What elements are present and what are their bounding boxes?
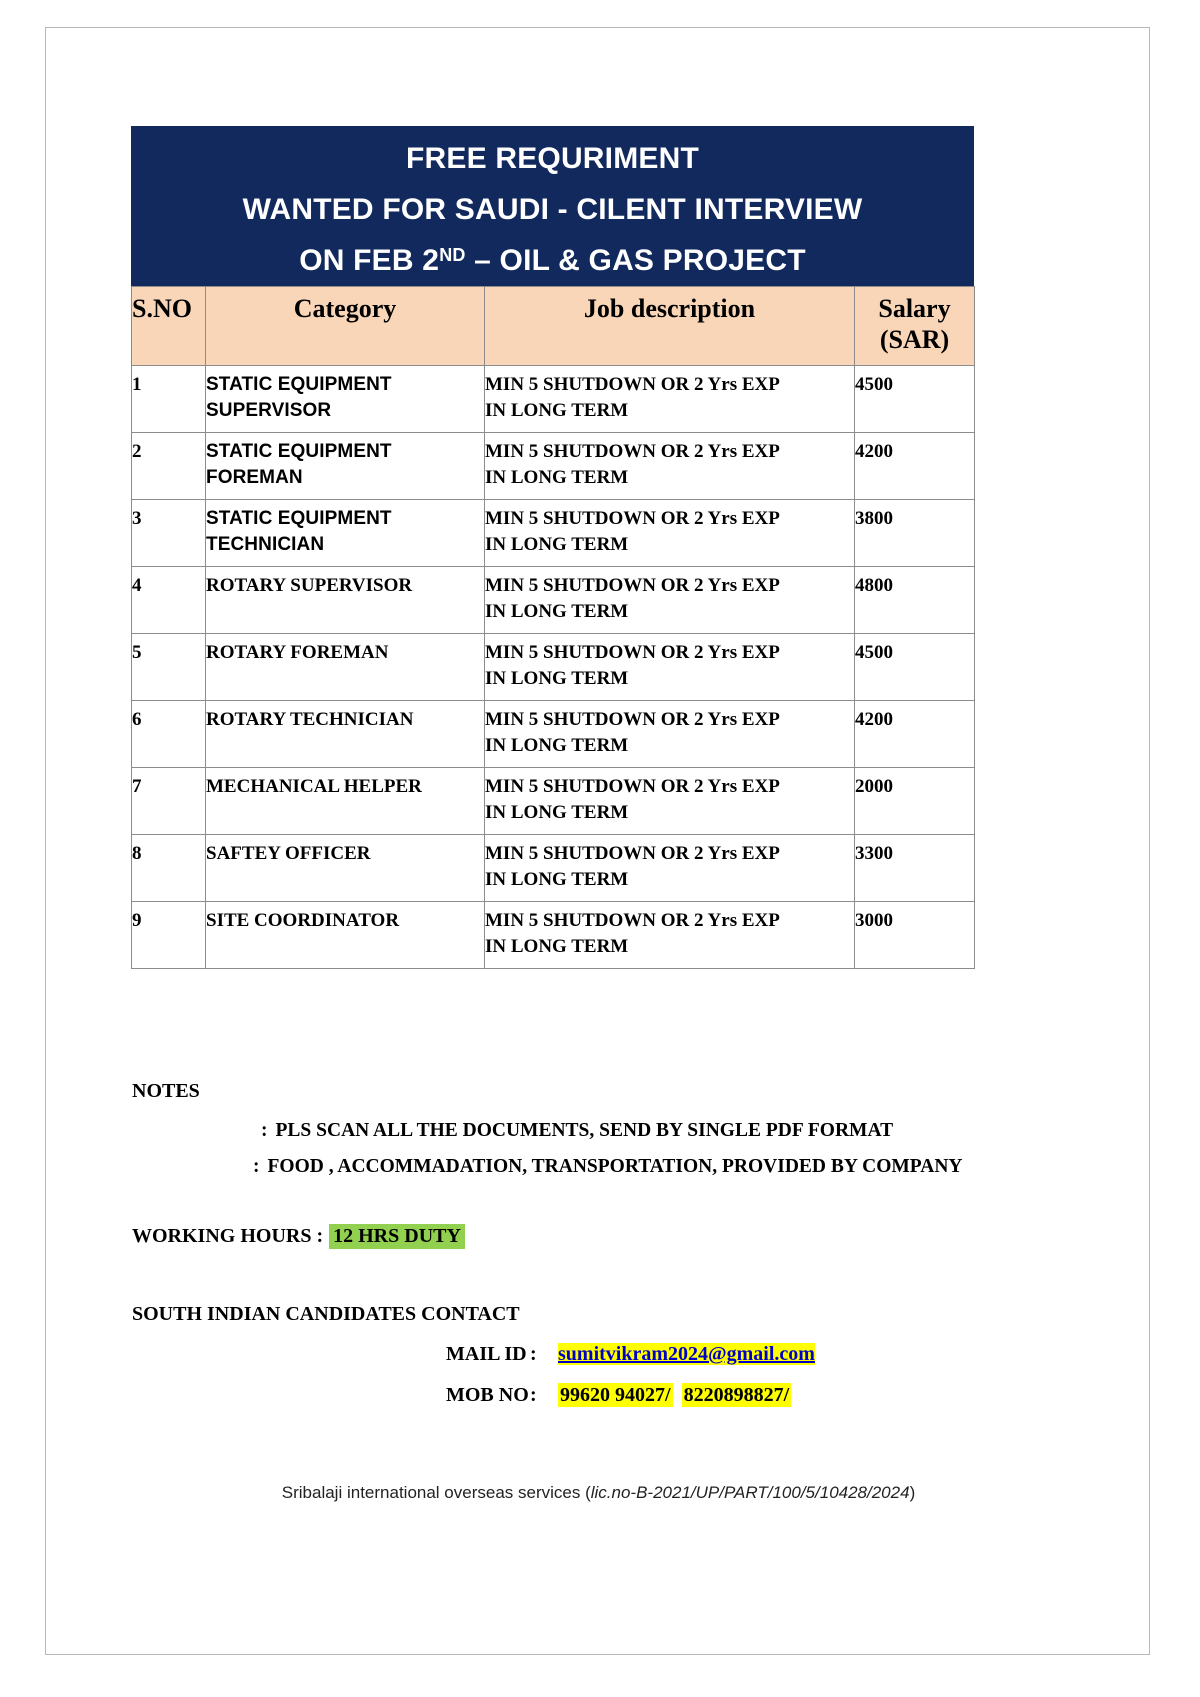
cell-job-line1: MIN 5 SHUTDOWN OR 2 Yrs EXP [485, 910, 780, 931]
note-text: FOOD , ACCOMMADATION, TRANSPORTATION, PROVIDED BY COMPANY [267, 1156, 963, 1177]
cell-category-line2: FOREMAN [206, 467, 303, 488]
banner-ordinal-suffix: ND [439, 245, 466, 265]
cell-category-line1: SAFTEY OFFICER [206, 843, 371, 864]
mob-no-colon: : [530, 1384, 537, 1406]
phone-number-secondary[interactable]: 8220898827/ [683, 1384, 790, 1406]
cell-sno: 5 [132, 634, 206, 701]
note-item [253, 1156, 963, 1178]
cell-job-line2: IN LONG TERM [485, 869, 629, 890]
banner-line-3 [131, 235, 974, 286]
mail-id-colon: : [530, 1343, 537, 1365]
cell-category-line1: ROTARY TECHNICIAN [206, 709, 414, 730]
table-row [132, 567, 975, 634]
cell-job-line1: MIN 5 SHUTDOWN OR 2 Yrs EXP [485, 843, 780, 864]
cell-job-description [485, 634, 855, 701]
column-header-salary-line1: Salary [878, 294, 951, 323]
notes-heading: NOTES [132, 1080, 200, 1102]
cell-sno: 3 [132, 500, 206, 567]
footer-agency-line [46, 1483, 1151, 1503]
cell-category-line2: SUPERVISOR [206, 400, 332, 421]
cell-salary: 2000 [855, 768, 975, 835]
column-header-job-description: Job description [485, 287, 855, 366]
cell-salary: 4800 [855, 567, 975, 634]
cell-sno: 7 [132, 768, 206, 835]
column-header-salary [855, 287, 975, 366]
cell-job-line1: MIN 5 SHUTDOWN OR 2 Yrs EXP [485, 441, 780, 462]
table-row [132, 902, 975, 969]
working-hours-value: 12 HRS DUTY [329, 1224, 465, 1249]
cell-salary: 3000 [855, 902, 975, 969]
cell-sno: 8 [132, 835, 206, 902]
table-row [132, 433, 975, 500]
email-link[interactable]: sumitvikram2024@gmail.com [558, 1343, 815, 1365]
cell-sno: 1 [132, 366, 206, 433]
agency-name: Sribalaji international overseas services ( [281, 1483, 591, 1502]
table-header-row [132, 287, 975, 366]
license-number: lic.no-B-2021/UP/PART/100/5/10428/2024 [590, 1483, 910, 1502]
cell-job-description [485, 433, 855, 500]
cell-job-description [485, 366, 855, 433]
mail-id-row [446, 1343, 815, 1366]
cell-job-line2: IN LONG TERM [485, 467, 629, 488]
cell-category-line2: TECHNICIAN [206, 534, 325, 555]
cell-job-line2: IN LONG TERM [485, 735, 629, 756]
cell-category [206, 567, 485, 634]
table-row [132, 634, 975, 701]
job-requirement-table [131, 286, 975, 969]
table-row [132, 701, 975, 768]
cell-category [206, 701, 485, 768]
cell-job-line2: IN LONG TERM [485, 668, 629, 689]
cell-job-line1: MIN 5 SHUTDOWN OR 2 Yrs EXP [485, 575, 780, 596]
cell-category [206, 902, 485, 969]
cell-job-line1: MIN 5 SHUTDOWN OR 2 Yrs EXP [485, 508, 780, 529]
note-bullet-colon: : [253, 1156, 260, 1177]
table-row [132, 366, 975, 433]
banner-line-1: FREE REQURIMENT [405, 142, 699, 175]
cell-job-description [485, 768, 855, 835]
banner-line-3-pre: ON FEB 2 [299, 244, 440, 277]
cell-category-line1: ROTARY SUPERVISOR [206, 575, 413, 596]
phone-number-primary[interactable]: 99620 94027/ [560, 1384, 671, 1406]
poster-banner [131, 126, 974, 286]
note-text: PLS SCAN ALL THE DOCUMENTS, SEND BY SINGLE PDF FORMAT [275, 1120, 894, 1141]
cell-sno: 4 [132, 567, 206, 634]
cell-job-description [485, 701, 855, 768]
mail-id-label: MAIL ID [446, 1343, 527, 1365]
table-row [132, 500, 975, 567]
cell-category-line1: STATIC EQUIPMENT [206, 441, 392, 462]
cell-job-description [485, 500, 855, 567]
cell-sno: 6 [132, 701, 206, 768]
cell-category-line1: SITE COORDINATOR [206, 910, 400, 931]
mob-no-label: MOB NO [446, 1384, 529, 1406]
cell-job-line2: IN LONG TERM [485, 400, 629, 421]
cell-category [206, 433, 485, 500]
cell-category [206, 500, 485, 567]
working-hours-row [132, 1225, 465, 1248]
cell-job-line2: IN LONG TERM [485, 601, 629, 622]
cell-job-line2: IN LONG TERM [485, 936, 629, 957]
cell-category [206, 768, 485, 835]
table-row [132, 768, 975, 835]
column-header-sno: S.NO [132, 287, 206, 366]
cell-salary: 3800 [855, 500, 975, 567]
contact-heading: SOUTH INDIAN CANDIDATES CONTACT [132, 1303, 520, 1325]
cell-job-line1: MIN 5 SHUTDOWN OR 2 Yrs EXP [485, 374, 780, 395]
cell-category-line1: STATIC EQUIPMENT [206, 508, 392, 529]
footer-close-paren: ) [909, 1483, 916, 1502]
table-row [132, 835, 975, 902]
working-hours-label: WORKING HOURS : [132, 1225, 324, 1247]
cell-category [206, 366, 485, 433]
cell-job-line1: MIN 5 SHUTDOWN OR 2 Yrs EXP [485, 642, 780, 663]
document-page [45, 27, 1150, 1655]
cell-sno: 2 [132, 433, 206, 500]
column-header-category: Category [206, 287, 485, 366]
cell-job-description [485, 567, 855, 634]
cell-salary: 3300 [855, 835, 975, 902]
cell-sno: 9 [132, 902, 206, 969]
cell-category [206, 634, 485, 701]
cell-category-line1: MECHANICAL HELPER [206, 776, 422, 797]
cell-salary: 4200 [855, 701, 975, 768]
cell-job-description [485, 902, 855, 969]
mobile-number-row [446, 1384, 791, 1407]
cell-job-line1: MIN 5 SHUTDOWN OR 2 Yrs EXP [485, 776, 780, 797]
cell-job-line1: MIN 5 SHUTDOWN OR 2 Yrs EXP [485, 709, 780, 730]
banner-line-2: WANTED FOR SAUDI - CILENT INTERVIEW [242, 193, 863, 226]
cell-job-line2: IN LONG TERM [485, 534, 629, 555]
cell-salary: 4500 [855, 366, 975, 433]
cell-job-description [485, 835, 855, 902]
cell-salary: 4500 [855, 634, 975, 701]
banner-line-3-post: – OIL & GAS PROJECT [465, 244, 806, 277]
column-header-salary-line2: (SAR) [879, 325, 950, 354]
cell-job-line2: IN LONG TERM [485, 802, 629, 823]
cell-category-line1: STATIC EQUIPMENT [206, 374, 392, 395]
cell-category-line1: ROTARY FOREMAN [206, 642, 389, 663]
note-bullet-colon: : [261, 1120, 268, 1141]
note-item [261, 1120, 893, 1142]
cell-salary: 4200 [855, 433, 975, 500]
cell-category [206, 835, 485, 902]
